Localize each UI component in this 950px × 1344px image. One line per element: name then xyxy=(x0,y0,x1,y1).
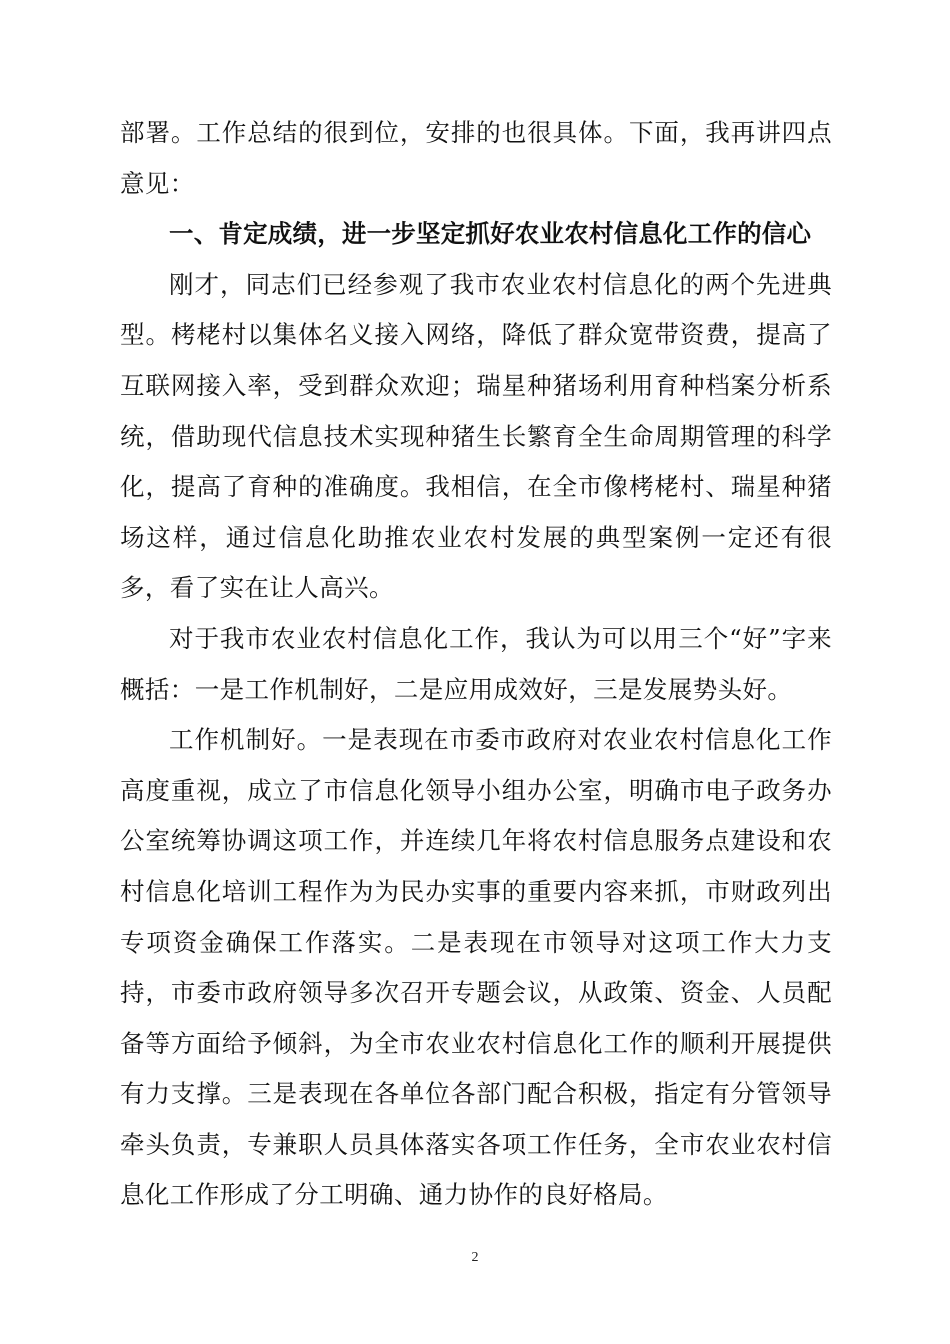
paragraph-body: 工作机制好。一是表现在市委市政府对农业农村信息化工作高度重视，成立了市信息化领导小组办公室，明确市电子政务办公室统筹协调这项工作，并连续几年将农村信息服务点建设和农村信息化培训工程作为为民办实事的重要内容来抓，市财政列出专项资金确保工作落实。二是表现在市领导对这项工作大力支持，市委市政府领导多次召开专题会议，从政策、资金、人员配备等方面给予倾斜，为全市农业农村信息化工作的顺利开展提供有力支撑。三是表现在各单位各部门配合积极，指定有分管领导牵头负责，专兼职人员具体落实各项工作任务，全市农业农村信息化工作形成了分工明确、通力协作的良好格局。 xyxy=(120,725,832,1210)
paragraph-body: 刚才，同志们已经参观了我市农业农村信息化的两个先进典型。栲栳村以集体名义接入网络，降低了群众宽带资费，提高了互联网接入率，受到群众欢迎；瑞星种猪场利用育种档案分析系统，借助现代信息技术实现种猪生长繁育全生命周期管理的科学化，提高了育种的准确度。我相信，在全市像栲栳村、瑞星种猪场这样，通过信息化助推农业农村发展的典型案例一定还有很多，看了实在让人高兴。 xyxy=(120,269,832,603)
paragraph-body: 对于我市农业农村信息化工作，我认为可以用三个“好”字来概括：一是工作机制好，二是应用成效好，三是发展势头好。 xyxy=(120,623,832,704)
page-number: 2 xyxy=(471,1250,479,1265)
paragraph-continuation: 部署。工作总结的很到位，安排的也很具体。下面，我再讲四点意见： xyxy=(120,118,832,198)
document-body xyxy=(120,108,832,1221)
section-heading: 一、肯定成绩，进一步坚定抓好农业农村信息化工作的信心 xyxy=(169,219,812,249)
